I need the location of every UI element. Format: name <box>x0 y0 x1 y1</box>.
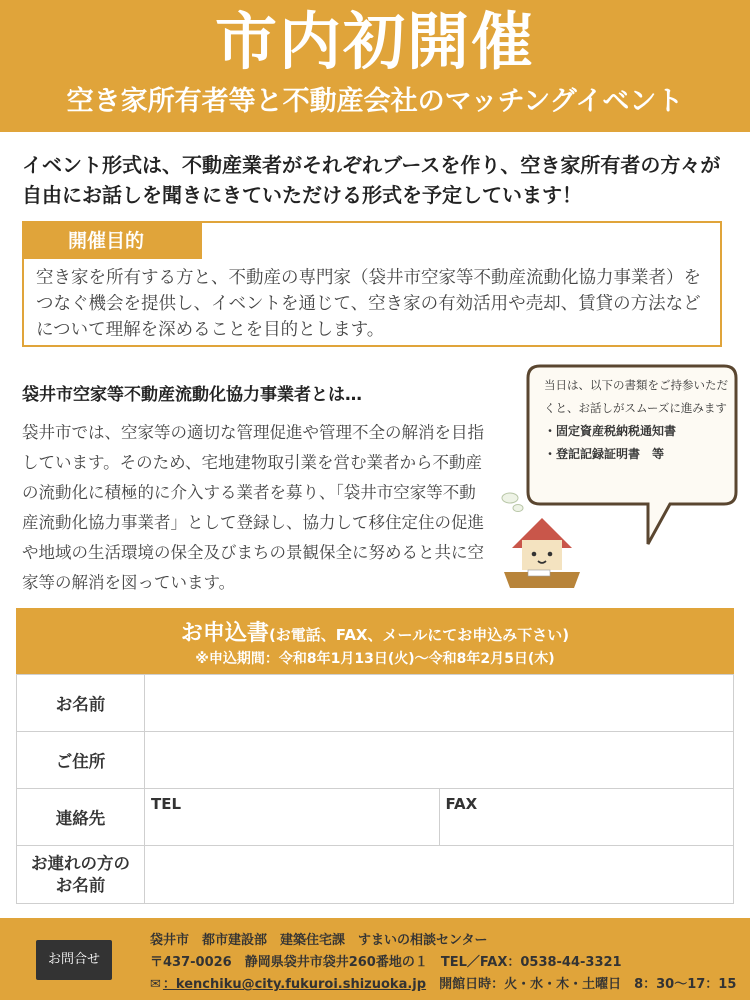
bubble-text <box>544 374 730 466</box>
form-table <box>16 674 734 904</box>
footer-hours: 開館日時：火・水・木・土曜日 8：30～17：15 <box>439 977 737 992</box>
mail-icon: ✉ <box>150 977 161 992</box>
companion-label-line2: お名前 <box>55 875 106 895</box>
form-row-name <box>17 675 734 732</box>
form-row-companion <box>17 846 734 904</box>
companion-label-line1: お連れの方の <box>31 853 130 873</box>
purpose-text: 空き家を所有する方と、不動産の専門家（袋井市空家等不動産流動化協力事業者）をつなぐ機会を提供し、イベントを通じて、空き家の有効活用や売却、賃貸の方法などについて理解を深めることを目的とします。 <box>36 268 701 340</box>
house-mascot-icon <box>498 490 582 594</box>
name-label: お名前 <box>17 675 145 732</box>
bubble-item: ・固定資産税納税通知書 <box>544 424 677 438</box>
address-field[interactable] <box>145 732 734 789</box>
bubble-intro: 当日は、以下の書類をご持参いただくと、お話しがスムーズに進みます <box>544 378 728 415</box>
purpose-box <box>22 221 722 347</box>
form-row-contact <box>17 789 734 846</box>
page-subtitle: 空き家所有者等と不動産会社のマッチングイベント <box>66 86 684 117</box>
header-banner <box>0 0 750 132</box>
tel-field[interactable] <box>145 789 440 846</box>
application-form <box>16 608 734 903</box>
form-row-address <box>17 732 734 789</box>
form-period: ※申込期間：令和8年1月13日(火)～令和8年2月5日(木) <box>195 651 555 667</box>
fax-field[interactable] <box>439 789 734 846</box>
intro-text: イベント形式は、不動産業者がそれぞれブースを作り、空き家所有者の方々が自由にお話しを聞きにきていただける形式を予定しています！ <box>22 153 721 207</box>
purpose-label: 開催目的 <box>24 223 202 259</box>
form-title-row <box>16 616 734 647</box>
footer-address: 〒437-0026 静岡県袋井市袋井260番地の１ TEL／FAX：0538-44-3321 <box>150 955 622 970</box>
fax-label: FAX <box>445 795 478 813</box>
companion-name-field[interactable] <box>145 846 734 904</box>
footer-dept: 袋井市 都市建設部 建築住宅課 すまいの相談センター <box>150 933 488 948</box>
form-title-note: (お電話、FAX、メールにてお申込み下さい) <box>268 626 570 644</box>
footer-info <box>150 930 740 996</box>
address-label: ご住所 <box>17 732 145 789</box>
name-field[interactable] <box>145 675 734 732</box>
tel-label: TEL <box>151 795 182 813</box>
footer-email[interactable]: ：kenchiku@city.fukuroi.shizuoka.jp <box>162 977 427 992</box>
footer-mail-row <box>150 974 740 996</box>
contact-label: 連絡先 <box>17 789 145 846</box>
form-header <box>16 608 734 674</box>
form-title: お申込書 <box>180 621 269 646</box>
contact-button[interactable]: お問合せ <box>36 940 112 980</box>
page-title: 市内初開催 <box>214 5 535 78</box>
about-heading: 袋井市空家等不動産流動化協力事業者とは… <box>22 385 362 405</box>
footer <box>0 918 750 1000</box>
companion-label <box>17 846 145 904</box>
about-text: 袋井市では、空家等の適切な管理促進や管理不全の解消を目指しています。そのため、宅地建物取引業を営む業者から不動産の流動化に積極的に介入する業者を募り、「袋井市空家等不動産流動化協力事業者」として登録し、協力して移住定住の促進や地域の生活環境の保全及びまちの景観保全に努めると共に空家等の解消を図っています。 <box>22 423 484 592</box>
bubble-item: ・登記記録証明書 等 <box>544 447 665 461</box>
